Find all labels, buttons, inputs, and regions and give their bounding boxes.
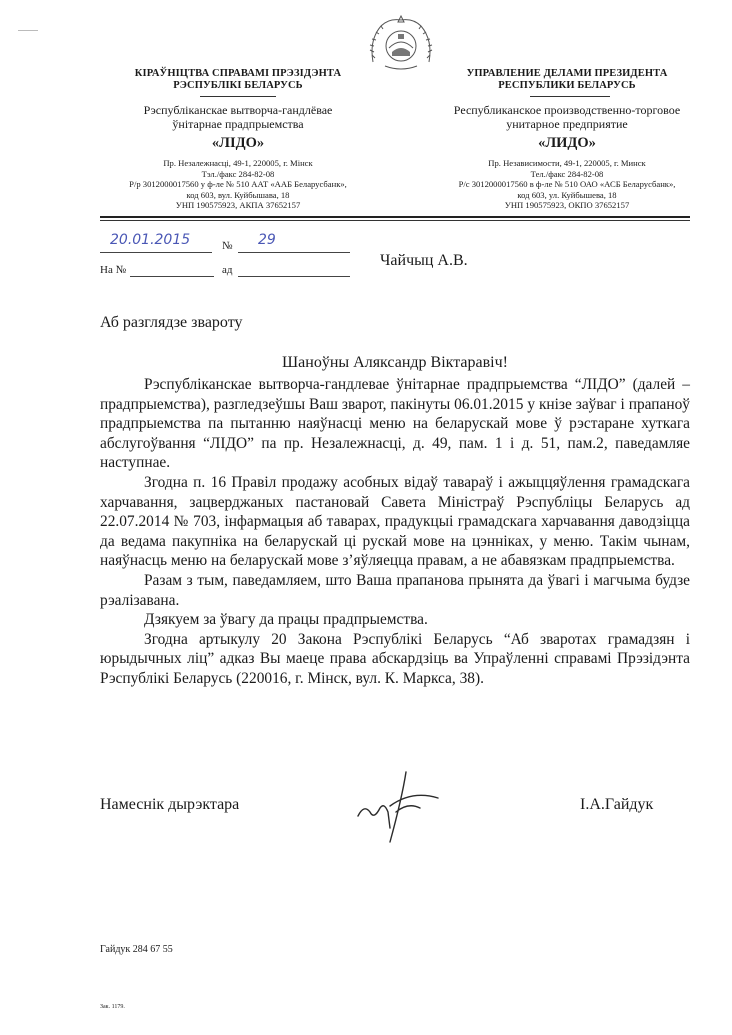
org-name-ru: УПРАВЛЕНИЕ ДЕЛАМИ ПРЕЗИДЕНТА <box>466 68 668 79</box>
enterprise-type-be-line2: ўнітарнае прадпрыемства <box>172 116 304 131</box>
bank-code-line: код 603, ул. Куйбышева, 18 <box>517 189 617 200</box>
state-emblem-icon <box>363 12 439 74</box>
number-field <box>238 238 350 253</box>
bank-code-line: код 603, вул. Куйбышава, 18 <box>186 189 290 200</box>
bank-line: Р/р 3012000017560 у ф-ле № 510 ААТ «ААБ Беларусбанк», <box>129 179 347 190</box>
header-left <box>98 68 378 211</box>
org-name-be: КІРАЎНІЦТВА СПРАВАМІ ПРЭЗІДЭНТА <box>134 68 342 79</box>
print-order-number: Зак. 1179. <box>100 1004 125 1010</box>
org-country-be: РЭСПУБЛІКІ БЕЛАРУСЬ <box>173 80 303 92</box>
paragraph: Разам з тым, паведамляем, што Ваша прапанова прынята да ўвагі і магчыма будзе рэалізавана. <box>100 571 690 609</box>
on-number-field <box>130 262 214 277</box>
address-be <box>98 158 378 210</box>
header-right <box>422 68 712 211</box>
date-handwritten: 20.01.2015 <box>110 232 191 248</box>
brand-be: «ЛІДО» <box>211 134 265 151</box>
address-line: Пр. Независимости, 49-1, 220005, г. Минск <box>488 158 646 169</box>
enterprise-type-ru-line2: унитарное предприятие <box>506 116 628 131</box>
handwritten-signature <box>350 768 450 848</box>
header-rule <box>100 216 690 218</box>
recipient: Чайчыц А.В. <box>380 252 468 269</box>
letter-body <box>100 375 690 689</box>
on-number-label: На № <box>100 264 127 276</box>
signatory-position: Намеснік дырэктара <box>100 796 240 813</box>
org-country-ru: РЕСПУБЛИКИ БЕЛАРУСЬ <box>498 80 636 92</box>
paragraph: Рэспубліканскае вытворча-гандлевае ўнітарнае прадпрыемства “ЛІДО” (далей – прадпрыемства), разгледзеўшы Ваш зварот, пакінуты 06.01.2015 у кнізе заўваг і прапаноў прадпрыемства па пытанню наяўнасці меню на беларускай мове ў рэстаране хуткага абслугоўвання “ЛІДО” па пр. Незалежнасці, д. 49, пам. 1 і д. 51, пам.2, паведамляе наступнае. <box>100 376 690 472</box>
executor-contact: Гайдук 284 67 55 <box>100 944 173 955</box>
header-divider-right <box>530 96 610 97</box>
from-label: ад <box>222 264 233 276</box>
from-date-field <box>238 262 350 277</box>
number-handwritten: 29 <box>258 232 276 248</box>
phone-line: Тел./факс 284-82-08 <box>530 168 604 179</box>
paragraph: Згодна артыкулу 20 Закона Рэспублікі Беларусь “Аб зваротах грамадзян і юрыдычных ліц” адказ Вы маеце права абскардзіць ва Упраўленні справамі Прэзідэнта Рэспублікі Беларусь (220016, г. Мінск, вул. К. Маркса, 38). <box>100 630 690 687</box>
address-ru <box>422 158 712 210</box>
salutation: Шаноўны Аляксандр Віктаравіч! <box>282 354 508 371</box>
paragraph: Згодна п. 16 Правіл продажу асобных відаў тавараў і ажыццяўлення грамадскага харчавання, зацверджаных пастановай Савета Міністраў Рэспублiцы Беларусь ад 22.07.2014 № 703, інфармацыя аб таварах, прадукцыі грамадскага харчавання даводзіцца да ведама пакупніка на беларускай ці рускай мове на цэнніках, у меню. Такім чынам, наяўнасць меню на беларускай мове з’яўляецца правам, а не абавязкам прадпрыемства. <box>100 473 690 570</box>
phone-line: Тэл./факс 284-82-08 <box>201 168 275 179</box>
scan-mark <box>18 30 38 31</box>
header-divider-left <box>200 96 276 97</box>
tax-id-line: УНП 190575923, АКПА 37652157 <box>175 200 301 211</box>
enterprise-type-ru-line1: Республиканское производственно-торговое <box>453 103 681 118</box>
number-label: № <box>222 240 233 252</box>
enterprise-type-be-line1: Рэспубліканскае вытворча-гандлёвае <box>143 103 333 118</box>
header-rule-thin <box>100 220 690 221</box>
brand-ru: «ЛИДО» <box>538 134 596 151</box>
paragraph: Дзякуем за ўвагу да працы прадпрыемства. <box>144 611 428 629</box>
bank-line: Р/с 3012000017560 в ф-ле № 510 ОАО «АСБ Беларусбанк», <box>458 179 676 190</box>
address-line: Пр. Незалежнасці, 49-1, 220005, г. Мінск <box>163 158 313 169</box>
tax-id-line: УНП 190575923, ОКПО 37652157 <box>504 200 630 211</box>
signatory-name: І.А.Гайдук <box>580 796 654 813</box>
subject: Аб разглядзе звароту <box>100 314 243 331</box>
